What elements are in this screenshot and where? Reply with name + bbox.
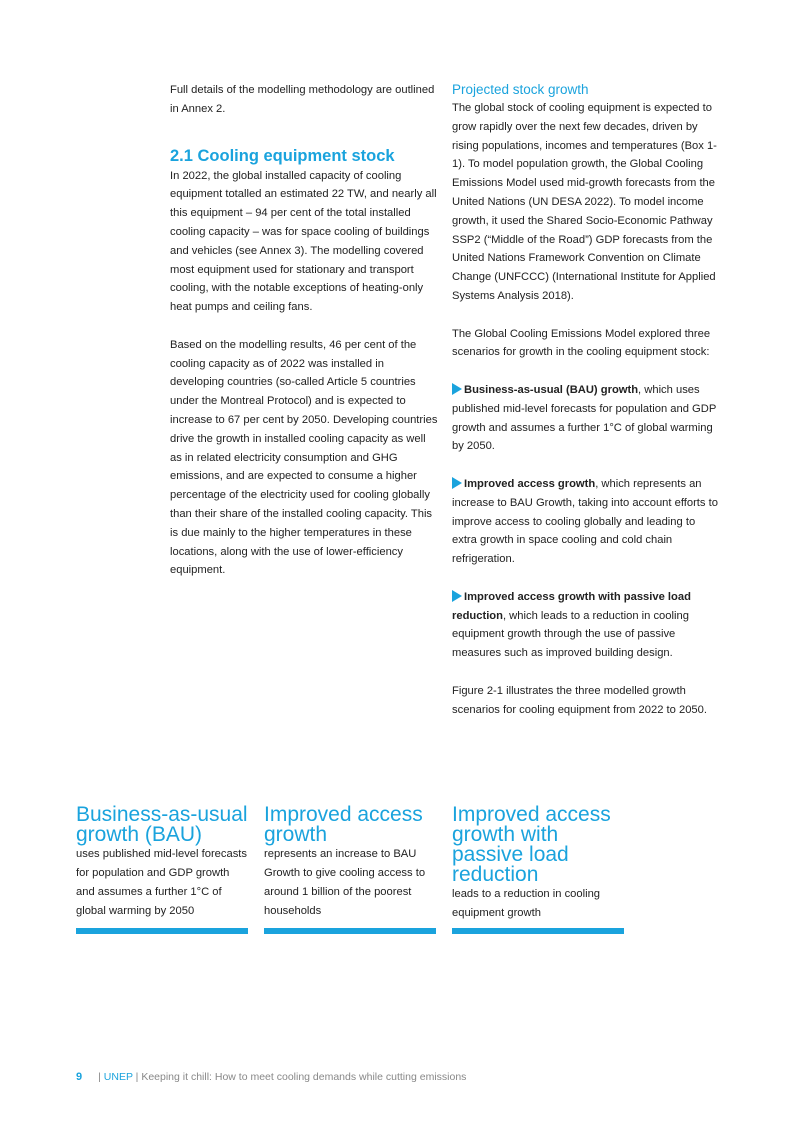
- card-divider-bar: [264, 928, 436, 934]
- left-column: [170, 81, 438, 599]
- bullet-text: , which leads to a reduction in cooling equipment growth through the use of passive measures such as improved building design.: [452, 609, 689, 660]
- triangle-bullet-icon: [452, 590, 462, 602]
- footer-title: | Keeping it chill: How to meet cooling demands while cutting emissions: [132, 1071, 467, 1083]
- card-divider-bar: [76, 928, 248, 934]
- card-divider-bar: [452, 928, 624, 934]
- subheading: Projected stock growth: [452, 82, 589, 97]
- bullet-title: Improved access growth: [464, 477, 596, 490]
- bullet-item: [452, 588, 720, 663]
- page-footer: [76, 1071, 466, 1083]
- footer-brand: UNEP: [103, 1071, 133, 1083]
- card-title: Improved access growth: [264, 803, 423, 846]
- bullet-title: Business-as-usual (BAU) growth: [464, 383, 639, 396]
- card-text: uses published mid-level forecasts for population and GDP growth and assumes a further 1°C of global warming by 2050: [76, 848, 248, 917]
- bullet-text: , which represents an increase to BAU Growth, taking into account efforts to improve access to cooling globally and leading to extra growth in space cooling and cold chain refrigeration.: [452, 477, 718, 566]
- paragraph: Based on the modelling results, 46 per cent of the cooling capacity as of 2022 was installed in developing countries (so-called Article 5 countries under the Montreal Protocol) and is expected to increase to 67 per cent by 2050. Developing countries drive the growth in installed cooling capacity as well as in related electricity consumption and GHG emissions, and are expected to consume a higher percentage of the electricity used for cooling globally than their share of the installed cooling capacity. This is due mainly to the higher temperatures in these locations, along with the use of lower-efficiency equipment.: [170, 338, 438, 577]
- bullet-text: , which uses published mid-level forecasts for population and GDP growth and assumes a further 1°C of global warming by 2050.: [452, 383, 717, 453]
- card-title: Business-as-usual growth (BAU): [76, 803, 248, 846]
- bullet-item: [452, 475, 720, 569]
- paragraph: The Global Cooling Emissions Model explored three scenarios for growth in the cooling equipment stock:: [452, 327, 711, 359]
- card-title: Improved access growth with passive load reduction: [452, 803, 611, 886]
- card-text: leads to a reduction in cooling equipment growth: [452, 888, 601, 919]
- card-text: represents an increase to BAU Growth to give cooling access to around 1 billion of the poorest households: [264, 848, 426, 917]
- scenario-card-passive: [452, 805, 624, 923]
- scenario-card-improved-access: [264, 805, 436, 921]
- triangle-bullet-icon: [452, 383, 462, 395]
- intro-paragraph: Full details of the modelling methodology are outlined in Annex 2.: [170, 84, 435, 115]
- triangle-bullet-icon: [452, 477, 462, 489]
- paragraph: In 2022, the global installed capacity of cooling equipment totalled an estimated 22 TW, and nearly all this equipment – 94 per cent of the total installed cooling capacity – was for space cooling of buildings and vehicles (see Annex 3). The modelling covered most equipment used for stationary and transport cooling, with the notable exceptions of heating-only heat pumps and ceiling fans.: [170, 169, 437, 314]
- right-column: [452, 81, 720, 738]
- paragraph: The global stock of cooling equipment is expected to grow rapidly over the next few decades, driven by rising populations, incomes and temperatures (Box 1-1). To model population growth, the Global Cooling Emissions Model used mid-growth forecasts from the United Nations (UN DESA 2022). To model income growth, it used the Shared Socio-Economic Pathway SSP2 (“Middle of the Road”) GDP forecasts from the United Nations Framework Convention on Climate Change (UNFCCC) (International Institute for Applied Systems Analysis 2018).: [452, 102, 717, 302]
- section-heading: 2.1 Cooling equipment stock: [170, 146, 395, 165]
- bullet-title: Improved access growth with passive load reduction: [452, 590, 691, 622]
- scenario-card-bau: [76, 805, 248, 921]
- bullet-item: [452, 381, 720, 456]
- paragraph: Figure 2-1 illustrates the three modelled growth scenarios for cooling equipment from 2022 to 2050.: [452, 684, 707, 716]
- page-number: 9: [76, 1071, 83, 1083]
- footer-separator: |: [98, 1071, 104, 1083]
